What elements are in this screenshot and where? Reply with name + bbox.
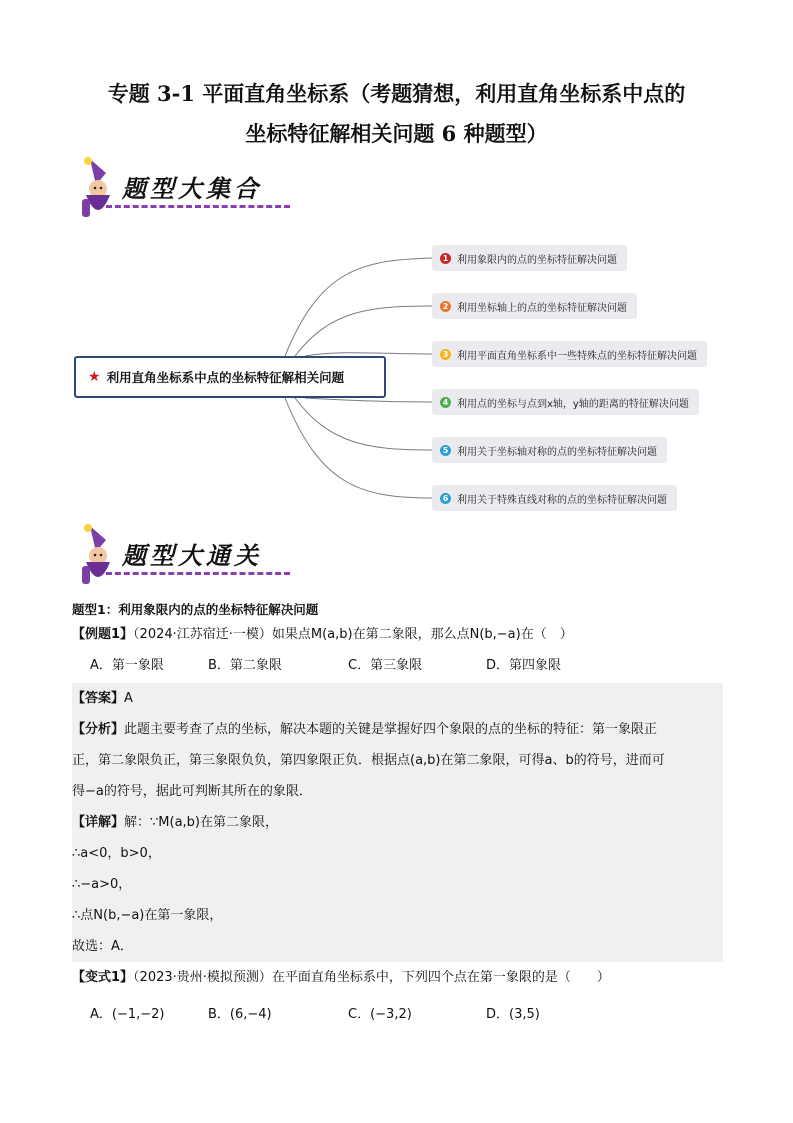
section-heading: 题型1：利用象限内的点的坐标特征解决问题: [72, 602, 319, 617]
mindmap-root: [74, 356, 386, 398]
mindmap-node-label: 利用象限内的点的坐标特征解决问题: [457, 254, 617, 266]
mindmap-node-4: [432, 389, 699, 415]
option-b: B．第二象限: [208, 658, 282, 673]
number-badge-icon: 3: [440, 349, 451, 360]
section-banner-practice: [70, 522, 295, 592]
banner-title: 题型大通关: [122, 541, 262, 570]
example-tag: 【例题1】: [72, 627, 134, 642]
number-badge-icon: 1: [440, 253, 451, 264]
section-banner-overview: [70, 155, 295, 225]
number-badge-icon: 6: [440, 493, 451, 504]
answer-line: [72, 683, 723, 714]
example-question: [72, 619, 723, 650]
example-options: [72, 650, 723, 681]
wizard-icon: [76, 522, 122, 588]
banner-underline: [106, 572, 290, 575]
mindmap-node-label: 利用坐标轴上的点的坐标特征解决问题: [457, 302, 627, 314]
banner-title: 题型大集合: [122, 174, 262, 203]
mindmap-node-5: [432, 437, 667, 463]
answer-value: A: [124, 691, 133, 706]
variant-options: [72, 999, 723, 1030]
number-badge-icon: 5: [440, 445, 451, 456]
mindmap-node-label: 利用关于坐标轴对称的点的坐标特征解决问题: [457, 446, 657, 458]
title-line-2: 坐标特征解相关问题 6 种题型）: [245, 121, 548, 146]
answer-block: [72, 683, 723, 962]
variant-question: [72, 962, 723, 993]
mindmap-node-label: 利用平面直角坐标系中一些特殊点的坐标特征解决问题: [457, 350, 697, 362]
option-c: C．第三象限: [348, 658, 423, 673]
variant-text: （2023·贵州·模拟预测）在平面直角坐标系中，下列四个点在第一象限的是（ ）: [133, 970, 610, 985]
detail-line-2: ∴a<0，b>0，: [72, 846, 161, 861]
number-badge-icon: 4: [440, 397, 451, 408]
answer-tag: 【答案】: [72, 691, 125, 706]
option-d: D．第四象限: [486, 658, 562, 673]
wizard-icon: [76, 155, 122, 221]
mindmap-node-6: [432, 485, 677, 511]
mindmap-node-2: [432, 293, 637, 319]
analysis-line-2: 正，第二象限负正，第三象限负负，第四象限正负．根据点(a,b)在第二象限，可得a、b的符号，进而可: [72, 753, 665, 768]
page-title: [40, 74, 753, 154]
mindmap-root-label: 利用直角坐标系中点的坐标特征解相关问题: [106, 370, 345, 385]
analysis-line-1: [72, 714, 723, 745]
option-c: C．(−3,2): [348, 1007, 412, 1022]
detail-text-1: 解：∵M(a,b)在第二象限，: [124, 815, 278, 830]
number-badge-icon: 2: [440, 301, 451, 312]
detail-tag: 【详解】: [72, 815, 125, 830]
banner-underline: [106, 205, 290, 208]
option-a: A．(−1,−2): [90, 1007, 165, 1022]
analysis-tag: 【分析】: [72, 722, 125, 737]
star-icon: ★: [88, 369, 101, 385]
mindmap-node-label: 利用关于特殊直线对称的点的坐标特征解决问题: [457, 494, 667, 506]
option-b: B．(6,−4): [208, 1007, 272, 1022]
detail-line-5: 故选：A．: [72, 939, 133, 954]
option-d: D．(3,5): [486, 1007, 540, 1022]
title-line-1: 专题 3-1 平面直角坐标系（考题猜想，利用直角坐标系中点的: [107, 81, 686, 106]
option-a: A．第一象限: [90, 658, 164, 673]
example-text: （2024·江苏宿迁·一模）如果点M(a,b)在第二象限，那么点N(b,−a)在（ ）: [133, 627, 573, 642]
analysis-text-1: 此题主要考查了点的坐标，解决本题的关键是掌握好四个象限的点的坐标的特征：第一象限正: [124, 722, 658, 737]
mindmap: [0, 240, 793, 520]
detail-line-4: ∴点N(b,−a)在第一象限，: [72, 908, 223, 923]
mindmap-node-1: [432, 245, 627, 271]
variant-tag: 【变式1】: [72, 970, 134, 985]
mindmap-node-3: [432, 341, 707, 367]
question-section: [72, 594, 723, 1030]
detail-line-3: ∴−a>0，: [72, 877, 132, 892]
mindmap-node-label: 利用点的坐标与点到x轴，y轴的距离的特征解决问题: [457, 398, 689, 410]
analysis-line-3: 得−a的符号，据此可判断其所在的象限．: [72, 784, 312, 799]
detail-line-1: [72, 807, 723, 838]
